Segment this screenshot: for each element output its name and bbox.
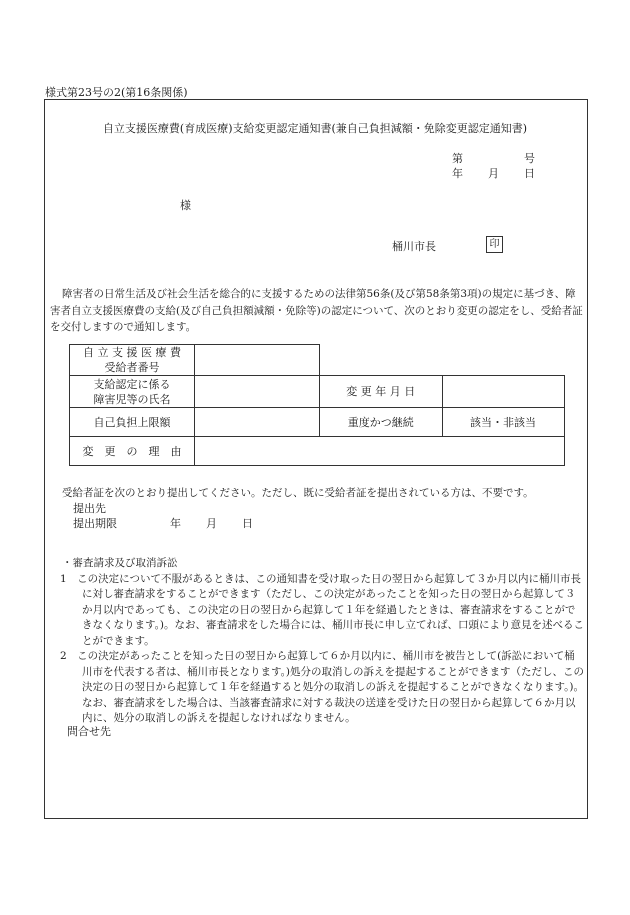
patient-name-label: 支給認定に係る 障害児等の氏名 <box>70 376 195 408</box>
deadline-month-label: 月 <box>206 517 217 530</box>
number-suffix: 号 <box>524 152 535 165</box>
severe-continuous-value: 該当・非該当 <box>442 408 564 437</box>
notice-body-text: 障害者の日常生活及び社会生活を総合的に支援するための法律第56条(及び第58条第3項)の規定に基づき、障害者自立支援医療費の支給(及び自己負担額減額・免除等)の認定について、次のとおり変更の認定をし、受給者証を交付しますので通知します。 <box>50 288 583 333</box>
severe-continuous-label: 重度かつ継続 <box>320 408 443 437</box>
recipient-number-value <box>195 345 320 376</box>
copay-limit-label: 自己負担上限額 <box>70 408 195 437</box>
seal-mark: 印 <box>486 236 503 253</box>
deadline-year-label: 年 <box>170 517 181 530</box>
change-reason-label: 変 更 の 理 由 <box>70 437 195 466</box>
contact-label: 問合せ先 <box>67 725 111 738</box>
change-date-label: 変 更 年 月 日 <box>320 376 443 408</box>
document-title: 自立支援医療費(育成医療)支給変更認定通知書(兼自己負担減額・免除変更認定通知書) <box>102 122 528 135</box>
appeal-item-1: 1 この決定について不服があるときは、この通知書を受け取った日の翌日から起算して３か月以内に桶川市長に対し審査請求をすることができます（ただし、この決定があったことを知った日の翌日から起算して３か月以内であっても、この決定の日の翌日から起算して１年を経過したときは、審査請求をすることができなくなります。)。なお、審査請求をした場合には、桶川市長に申し立てれば、口頭により意見を述べることができます。 <box>60 572 585 647</box>
submission-destination-label: 提出先 <box>73 502 106 515</box>
date-day-label: 日 <box>524 167 535 180</box>
submission-instruction: 受給者証を次のとおり提出してください。ただし、既に受給者証を提出されている方は、不要です。 <box>62 487 534 499</box>
submission-deadline-label: 提出期限 <box>73 517 117 530</box>
addressee-suffix: 様 <box>180 199 191 212</box>
appeal-item-2: 2 この決定があったことを知った日の翌日から起算して６か月以内に、桶川市を被告として(訴訟において桶川市を代表する者は、桶川市長となります。)処分の取消しの訴えを提起することができます（ただし、この決定の日の翌日から起算して１年を経過すると処分の取消しの訴えを提起することができなくなります。)。なお、審査請求をした場合は、当該審査請求に対する裁決の送達を受けた日の翌日から起算して６か月以内に、処分の取消しの訴えを提起しなければなりません。 <box>60 650 585 724</box>
certification-info-table <box>69 344 565 466</box>
appeal-heading: ・審査請求及び取消訴訟 <box>62 557 178 569</box>
issuer-name: 桶川市長 <box>392 240 436 253</box>
copay-limit-value <box>195 408 320 437</box>
patient-name-value <box>195 376 320 408</box>
appeal-section <box>50 556 584 727</box>
change-date-value <box>442 376 564 408</box>
recipient-number-label: 自 立 支 援 医 療 費 受給者番号 <box>70 345 195 376</box>
date-year-label: 年 <box>452 167 463 180</box>
deadline-day-label: 日 <box>242 517 253 530</box>
date-month-label: 月 <box>488 167 499 180</box>
change-reason-value <box>195 437 565 466</box>
number-prefix: 第 <box>452 152 463 165</box>
form-number-label: 様式第23号の2(第16条関係) <box>45 86 188 99</box>
